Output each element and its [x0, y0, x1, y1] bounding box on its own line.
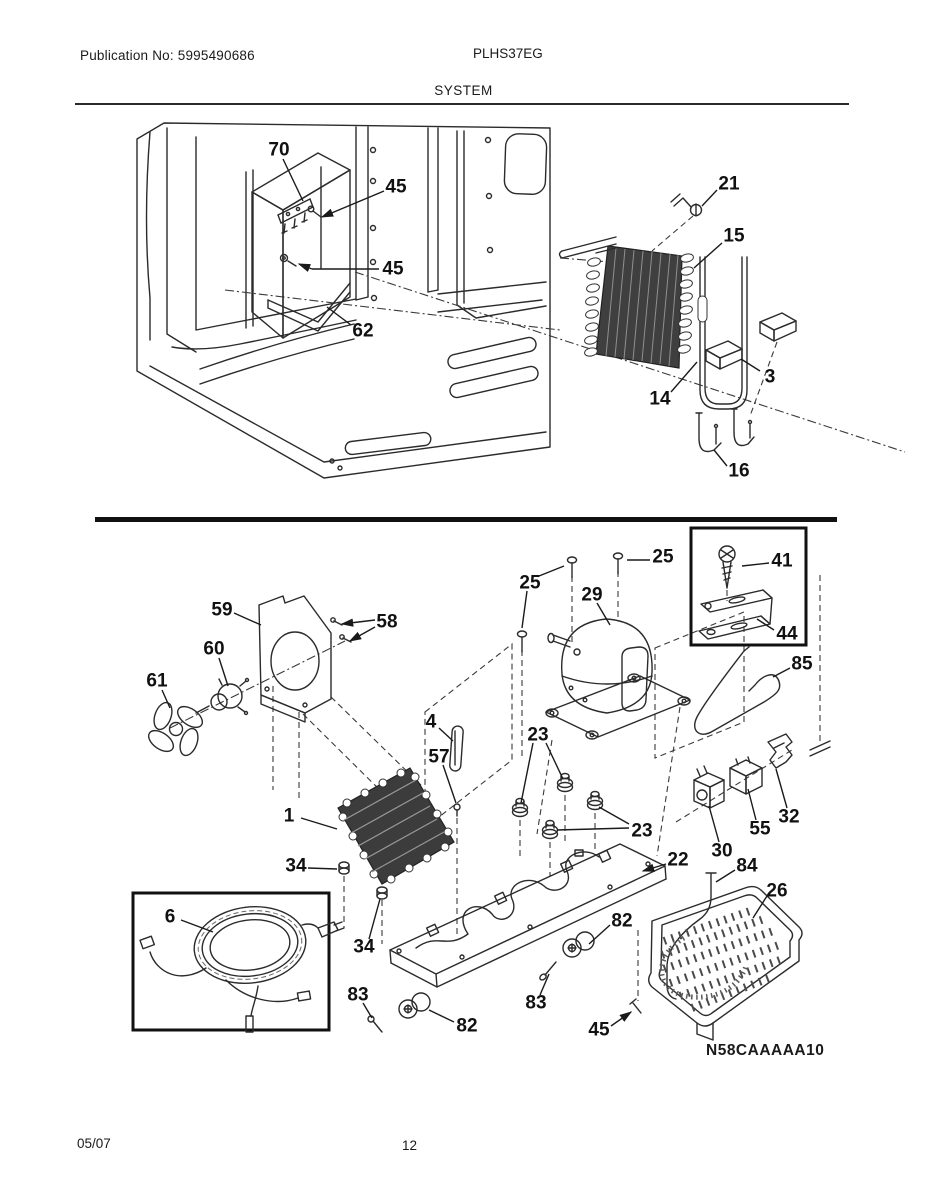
part-callout-59: 59 — [211, 599, 233, 621]
part-callout-84: 84 — [736, 855, 758, 877]
part-callout-21: 21 — [718, 173, 740, 195]
leader-line — [429, 1010, 454, 1022]
leader-line — [716, 870, 735, 882]
leader-line — [748, 789, 756, 820]
part-callout-60: 60 — [203, 638, 225, 660]
part-callout-45: 45 — [588, 1019, 610, 1041]
screw-drawings-58 — [331, 618, 351, 642]
wire-harness-drawing-85 — [695, 647, 780, 734]
part-callout-34: 34 — [353, 936, 375, 958]
part-callout-70: 70 — [268, 139, 290, 161]
part-callout-41: 41 — [771, 550, 793, 572]
leader-line — [539, 566, 564, 576]
construction-lines-top — [225, 258, 905, 452]
clip-drawing-21 — [652, 194, 702, 251]
part-callout-23: 23 — [527, 724, 549, 746]
leader-line — [776, 769, 787, 808]
part-callout-1: 1 — [283, 805, 295, 827]
part-callout-26: 26 — [766, 880, 788, 902]
part-callout-25: 25 — [652, 546, 674, 568]
part-callout-83: 83 — [347, 984, 369, 1006]
relay-drawing-30 — [694, 766, 724, 808]
part-callout-44: 44 — [776, 623, 798, 645]
part-callout-57: 57 — [428, 746, 450, 768]
section-title: SYSTEM — [434, 83, 493, 98]
part-callout-85: 85 — [791, 653, 813, 675]
part-callout-22: 22 — [667, 849, 689, 871]
leader-line — [369, 899, 380, 939]
cover-drawing-32 — [768, 734, 792, 768]
part-callout-82: 82 — [456, 1015, 478, 1037]
fan-shroud-drawing — [259, 596, 331, 722]
leader-line — [439, 728, 453, 741]
mount-drawings-23 — [513, 774, 603, 877]
part-callout-82: 82 — [611, 910, 633, 932]
condenser-drawing — [338, 768, 454, 884]
part-callout-16: 16 — [728, 460, 750, 482]
construction-lines-bottom — [170, 571, 820, 856]
publication-number: Publication No: 5995490686 — [80, 48, 255, 63]
part-callout-58: 58 — [376, 611, 398, 633]
compressor-drawing — [546, 619, 690, 739]
part-callout-23: 23 — [631, 820, 653, 842]
leader-line — [557, 828, 629, 830]
leader-line — [599, 807, 629, 824]
evaporator-drawing — [560, 237, 695, 368]
model-number: PLHS37EG — [473, 46, 543, 61]
drain-tube-drawing-84 — [667, 873, 716, 999]
screw-drawing-57 — [454, 804, 460, 936]
leader-line — [597, 603, 610, 625]
leader-line — [283, 159, 303, 201]
footer-date: 05/07 — [77, 1136, 111, 1151]
part-callout-25: 25 — [519, 572, 541, 594]
fan-blade-drawing — [145, 700, 206, 758]
part-callout-29: 29 — [581, 584, 603, 606]
leader-line — [342, 620, 375, 624]
part-callout-34: 34 — [285, 855, 307, 877]
leader-line — [709, 806, 719, 842]
leader-line — [521, 743, 533, 803]
leader-line — [322, 191, 384, 217]
leader-line — [714, 450, 727, 466]
leader-line — [350, 627, 375, 641]
leader-line — [234, 613, 261, 625]
dryer-drawing-4 — [449, 726, 463, 772]
part-callout-45: 45 — [382, 258, 404, 280]
part-callout-14: 14 — [649, 388, 671, 410]
part-callout-83: 83 — [525, 992, 547, 1014]
screw-drawing-45-bottom — [630, 930, 641, 1013]
leader-line — [741, 359, 760, 371]
leader-line — [162, 690, 170, 708]
overload-drawing-55 — [730, 757, 762, 794]
part-callout-55: 55 — [749, 818, 771, 840]
footer-page-number: 12 — [402, 1138, 418, 1153]
part-callout-3: 3 — [764, 366, 776, 388]
part-callout-15: 15 — [723, 225, 745, 247]
part-callout-30: 30 — [711, 840, 733, 862]
leader-line — [301, 818, 337, 829]
part-callout-61: 61 — [146, 670, 168, 692]
leader-line — [742, 563, 769, 566]
leader-line — [611, 1012, 631, 1026]
leader-line — [299, 264, 312, 269]
part-callout-62: 62 — [352, 320, 374, 342]
drain-pan-drawing — [649, 887, 802, 1040]
leader-line — [773, 668, 790, 677]
part-callout-32: 32 — [778, 806, 800, 828]
heat-exchanger-loop-drawing — [698, 257, 747, 409]
fan-motor-drawing — [196, 679, 249, 715]
leader-line — [702, 190, 717, 206]
part-callout-6: 6 — [164, 906, 176, 928]
part-callout-45: 45 — [385, 176, 407, 198]
leader-line — [308, 868, 337, 869]
tube-fragment-right — [810, 741, 830, 756]
diagram-code: N58CAAAAA10 — [706, 1042, 825, 1059]
part-callout-4: 4 — [425, 711, 437, 733]
hook-drawings-16 — [696, 409, 754, 452]
leader-line — [694, 243, 722, 268]
leader-line — [753, 896, 767, 918]
leader-line — [522, 591, 527, 628]
